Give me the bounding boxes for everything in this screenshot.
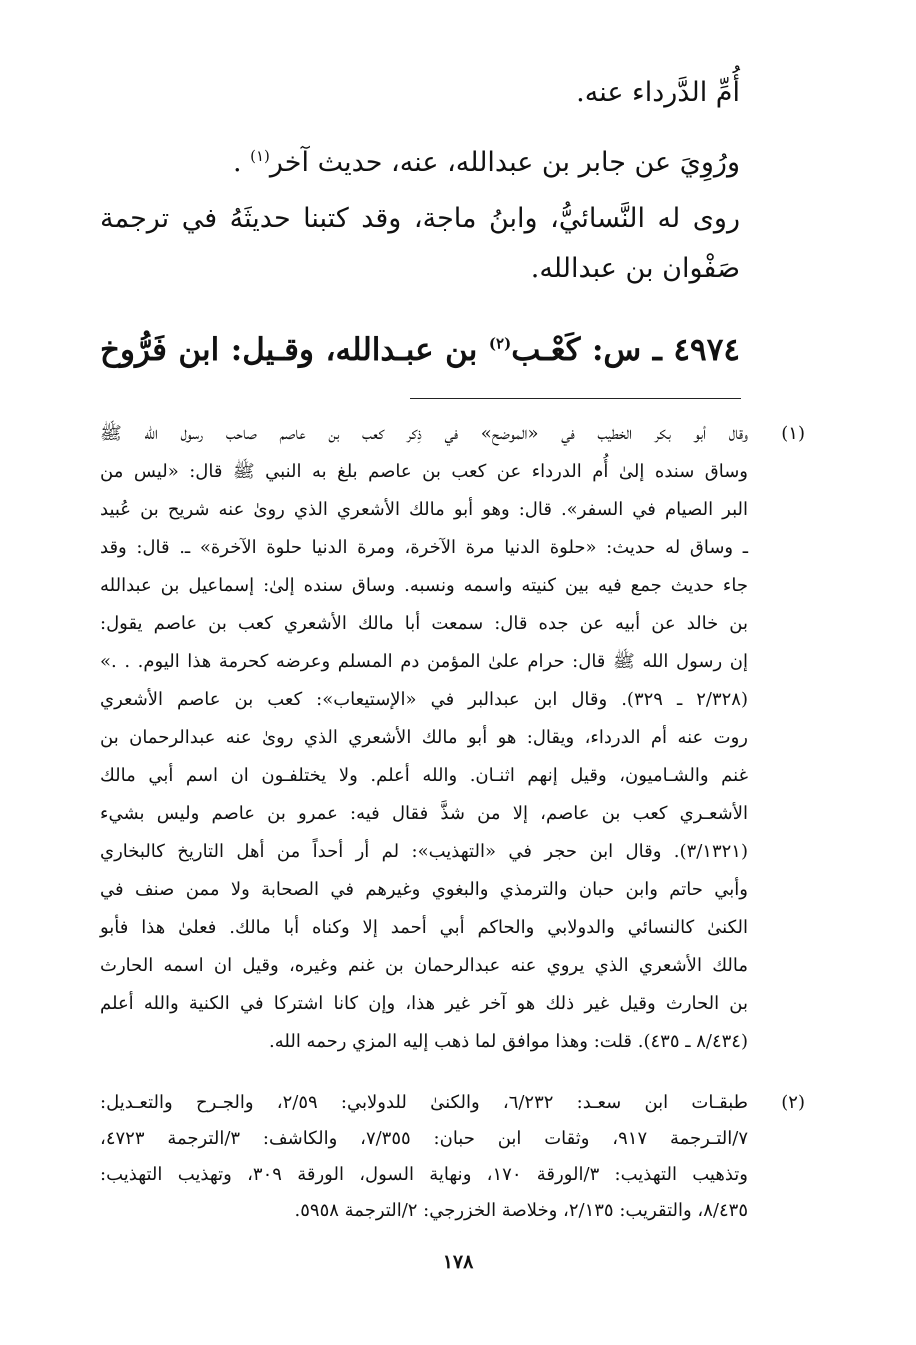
entry-number: ٤٩٧٤ ـ س: (591, 332, 740, 368)
footnote-line: الأشعـري كعب بن عاصم، إلا من شذَّ فقال فيه: عمرو بن عاصم وليس بشيء (100, 803, 748, 824)
footnote-line: جاء حديث جمع فيه بين كنيته واسمه ونسبه. وساق سنده إلىٰ: إسماعيل بن عبدالله (100, 575, 748, 596)
footnote-number: (٢) (781, 1092, 805, 1113)
footnote-ref-1: (١) (250, 147, 270, 165)
entry-heading (100, 332, 740, 368)
footnote-line: روت عنه أم الدرداء، ويقال: هو أبو مالك الأشعري الذي روىٰ عنه عبدالرحمان بن (100, 727, 748, 748)
footnote-line: غنم والشـاميون، وقيل إنهم اثنـان. والله أعلم. ولا يختلفـون ان اسم أبي مالك (100, 765, 748, 786)
footnote-line: مالك الأشعري الذي يروي عنه عبدالرحمان بن غنم وغيره، وقيل ان اسمه الحارث (100, 955, 748, 976)
main-text-line: أُمِّ الدَّرداء عنه. (576, 77, 740, 108)
footnote-line: البر الصيام في السفر». قال: وهو أبو مالك الأشعري الذي روىٰ عنه شريح بن عُبيد (100, 499, 748, 520)
footnote-number: (١) (781, 423, 805, 444)
main-text-line: صَفْوان بن عبدالله. (530, 253, 740, 284)
footnote-line: وقال أبو بكر الخطيب في «الموضح» في ذِكر كعب بن عاصم صاحب رسول الله ﷺ (100, 423, 748, 444)
footnote-line: ـ وساق له حديث: «حلوة الدنيا مرة الآخرة، ومرة الدنيا حلوة الآخرة» ـ. قال: وقد (100, 537, 748, 558)
footnote-line: وأبي حاتم وابن حبان والترمذي والبغوي وغيرهم في الصحابة ولا ممن صنف في (100, 879, 748, 900)
footnote-line: (٨/٤٣٤ ـ ٤٣٥). قلت: وهذا موافق لما ذهب إليه المزي رحمه الله. (269, 1031, 748, 1052)
main-text-line (100, 136, 740, 183)
footnote-line: ٧/التـرجمة ٩١٧، وثقات ابن حبان: ٧/٣٥٥، والكاشف: ٣/الترجمة ٤٧٢٣، (100, 1128, 748, 1149)
footnote-line: إن رسول الله ﷺ قال: حرام علىٰ المؤمن دم المسلم وعرضه كحرمة هذا اليوم. . .» (100, 651, 748, 672)
footnote-line: (٢/٣٢٨ ـ ٣٢٩). وقال ابن عبدالبر في «الإستيعاب»: كعب بن عاصم الأشعري (100, 689, 749, 710)
footnote-line: الكنىٰ كالنسائي والدولابي والحاكم أبي أحمد إلا وكناه أبا مالك. فعلىٰ هذا فأبو (100, 917, 748, 938)
footnote-line: وساق سنده إلىٰ أُم الدرداء عن كعب بن عاصم بلغ به النبي ﷺ قال: «ليس من (100, 461, 748, 482)
footnote-ref-2: (٢) (488, 334, 512, 353)
footnote-line: (٣/١٣٢١). وقال ابن حجر في «التهذيب»: لم أر أحداً من أهل التاريخ كالبخاري (100, 841, 748, 862)
period: . (232, 147, 251, 178)
footnote-separator (410, 398, 741, 399)
main-text-line-content: ورُوِيَ عن جابر بن عبدالله، عنه، حديث آخر (269, 147, 740, 178)
entry-name: كَعْـب$^{(٢)}$ (488, 332, 581, 368)
footnote-line: بن خالد عن أبيه عن جده قال: سمعت أبا مالك الأشعري كعب بن عاصم يقول: (100, 613, 748, 634)
main-text-line: روى له النَّسائيُّ، وابنُ ماجة، وقد كتبنا حديثَهُ في ترجمة (100, 203, 740, 234)
entry-name-rest: بن عبـدالله، وقـيل: ابن فَرُّوخ (100, 332, 478, 368)
footnote-line: ٨/٤٣٥، والتقريب: ٢/١٣٥، وخلاصة الخزرجي: ٢/الترجمة ٥٩٥٨. (294, 1200, 748, 1221)
footnote-line: وتذهيب التهذيب: ٣/الورقة ١٧٠، ونهاية السول، الورقة ٣٠٩، وتهذيب التهذيب: (100, 1164, 748, 1185)
page-number: ١٧٨ (442, 1251, 474, 1273)
footnote-line: بن الحارث وقيل غير ذلك هو آخر غير هذا، وإن كانا اشتركا في الكنية والله أعلم (100, 993, 748, 1014)
footnote-line: طبقـات ابن سعـد: ٦/٢٣٢، والكنىٰ للدولابي: ٢/٥٩، والجـرح والتعـديل: (100, 1092, 748, 1113)
